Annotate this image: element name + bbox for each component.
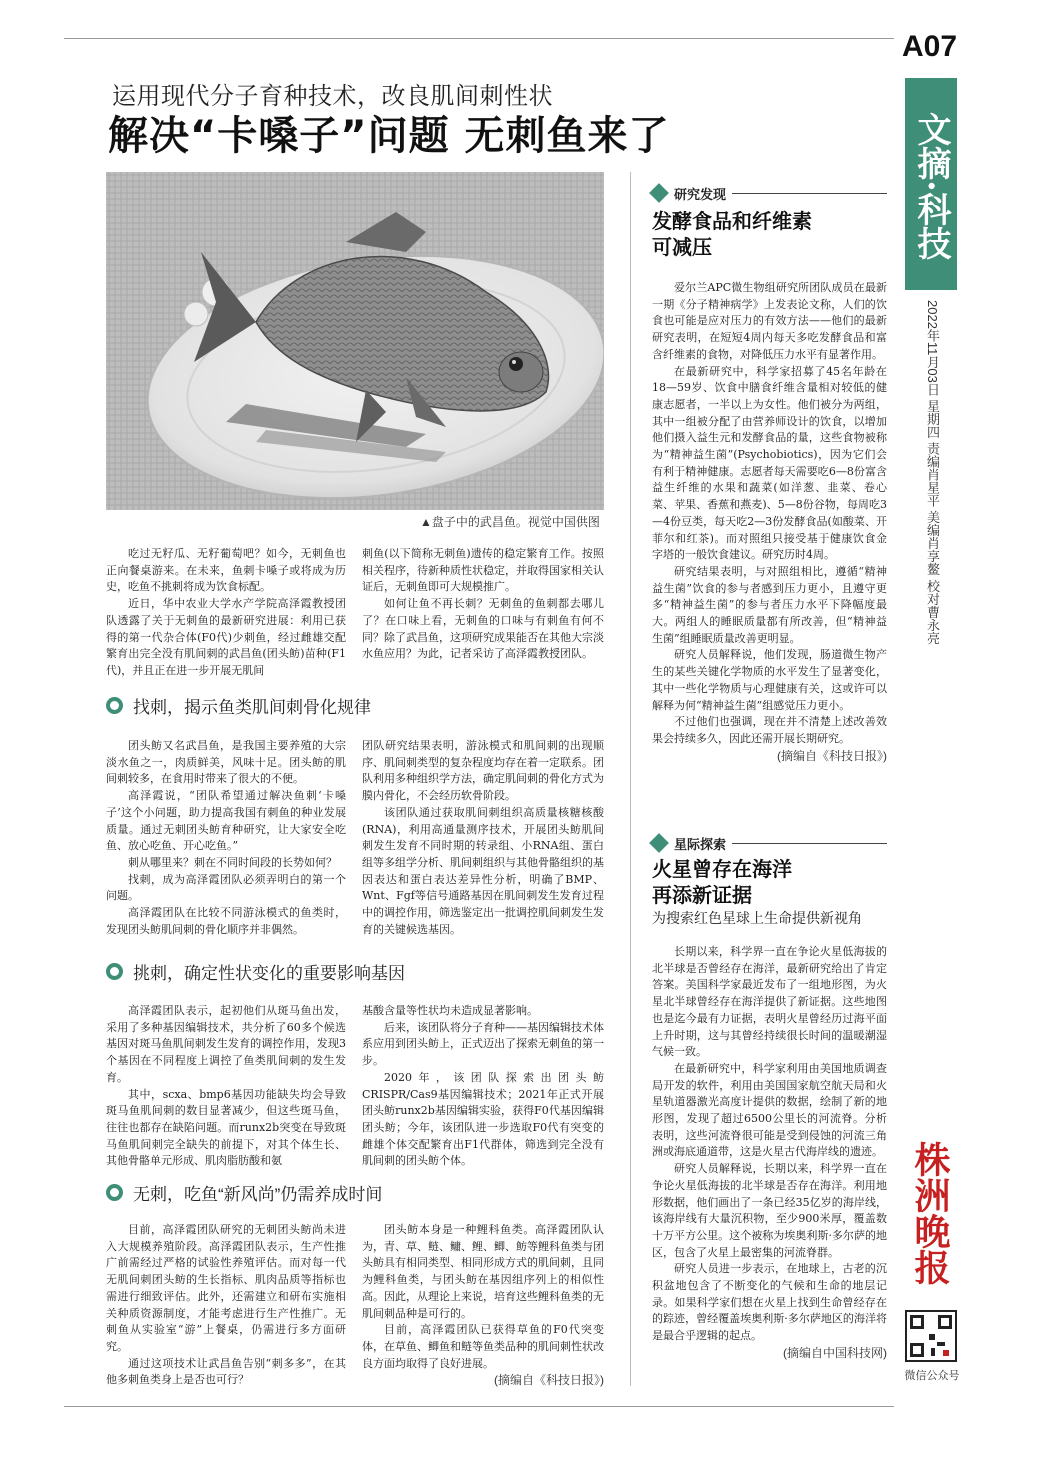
paragraph: 研究人员解释说，长期以来，科学界一直在争论火星低海拔的北半球是否存在海洋。利用地形数据，他们画出了一条已经35亿岁的海岸线，该海岸线有大量沉积物，至少900米厚，覆盖数十万平方公里。这个被称为埃奥利斯·多尔萨的地区，包含了火星上最密集的河流脊群。 [652,1162,887,1259]
article-subtitle: 为搜索红色星球上生命提供新视角 [652,910,862,926]
photo-caption: ▲盘子中的武昌鱼。视觉中国供图 [420,515,600,529]
bullet-icon [106,697,123,714]
section-tab [905,78,957,290]
paragraph: 通过这项技术让武昌鱼告别“刺多多”，在其他多刺鱼类身上是否也可行？ [106,1356,346,1387]
paragraph: 刺从哪里来？刺在不同时间段的长势如何？ [128,855,337,869]
article-title [652,856,887,908]
section1-column-right [362,738,604,938]
top-rule [64,38,894,39]
article-title [652,208,887,260]
paragraph: 刺鱼(以下简称无刺鱼)遗传的稳定繁育工作。按照相关程序，待新种质性状稳定，并取得国家相关认证后，无刺鱼即可大规模推广。 [362,547,604,594]
paragraph: 研究人员解释说，他们发现，肠道微生物产生的某些关键化学物质的水平发生了显著变化，其中一些化学物质与心理健康有关，这或许可以解释为何“精神益生菌”组感觉压力更小。 [652,648,887,712]
title-line: 可减压 [652,235,712,259]
paragraph: 该团队通过获取肌间刺组织高质量核糖核酸(RNA)，利用高通量测序技术，开展团头鲂肌间刺发生发育不同时期的转录组、小RNA组、蛋白组等多组学分析、肌间刺组织与其他骨骼组织的基因表达和蛋白表达差异性分析，明确了BMP、Wnt、Fgf等信号通路基因在肌间刺发生发育过程中的调控作用，筛选鉴定出一批调控肌间刺发生发育的关键候选基因。 [362,805,604,936]
logo-text: 株洲晚报 [909,1141,951,1285]
fish-plate-image [106,172,604,510]
section2-column-right [362,1003,604,1170]
qr-code-icon[interactable] [905,1310,957,1362]
paragraph: 团头鲂本身是一种鲤科鱼类。高泽霞团队认为，青、草、鲢、鳙、鲤、鲫、鲂等鲤科鱼类与团头鲂具有相同类型、相同形成方式的肌间刺，且同为鲤科鱼类，与团头鲂在基因组序列上的相似性高。因此，从理论上来说，培育这些鲤科鱼类的无肌间刺品种是可行的。 [362,1223,604,1320]
section-title: 找刺，揭示鱼类肌间刺骨化规律 [133,697,371,717]
story-headline: 解决“卡嗓子”问题 无刺鱼来了 [108,113,670,159]
article-tag [652,184,887,202]
paragraph: 目前，高泽霞团队已获得草鱼的F0代突变体，在草鱼、鲫鱼和鲢等鱼类品种的肌间刺性状改良方面均取得了良好进展。 [362,1323,604,1370]
paragraph: 高泽霞团队在比较不同游泳模式的鱼类时，发现团头鲂肌间刺的骨化顺序并非偶然。 [106,906,346,936]
date-line: 2022年11月03日 星期四 责编肖星平 美编肖享鳌 校对曹永亮 [925,300,940,645]
column-divider [630,172,631,1386]
paragraph: 吃过无籽瓜、无籽葡萄吧？如今，无刺鱼也正向餐桌游来。在未来，鱼刺卡嗓子或将成为历史，吃鱼不挑刺将成为饮食标配。 [106,547,346,594]
story-kicker: 运用现代分子育种技术，改良肌间刺性状 [112,83,553,110]
bottom-rule [64,1406,894,1407]
tag-label: 研究发现 [674,186,727,202]
tag-label: 星际探索 [674,836,727,852]
title-line: 再添新证据 [652,883,752,907]
section-title: 无刺，吃鱼“新风尚”仍需养成时间 [133,1184,383,1204]
source-credit: (摘编自《科技日报》) [777,748,887,763]
bullet-icon [106,963,123,980]
section2-column-left [106,1003,346,1170]
title-line: 火星曾存在海洋 [652,857,792,881]
article-tag [652,834,887,852]
paragraph: 不过他们也强调，现在并不清楚上述改善效果会持续多久，因此还需开展长期研究。 [652,715,887,745]
intro-column-left [106,546,346,680]
source-credit: (摘编自《科技日报》) [494,1373,604,1388]
paragraph: 如何让鱼不再长刺？无刺鱼的鱼刺都去哪儿了？在口味上看，无刺鱼的口味与有刺鱼有何不同？除了武昌鱼，这项研究成果能否在其他大宗淡水鱼应用？为此，记者采访了高泽霞教授团队。 [362,597,604,661]
paragraph: 2020年，该团队探索出团头鲂CRISPR/Cas9基因编辑技术；2021年正式开展团头鲂runx2b基因编辑实验，获得F0代基因编辑团头鲂；今年，该团队进一步选取F0代有突变的雌雄个体交配繁育出F1代群体，筛选到完全没有肌间刺的团头鲂个体。 [362,1070,604,1168]
paragraph: 高泽霞团队表示，起初他们从斑马鱼出发，采用了多种基因编辑技术，共分析了60多个候选基因对斑马鱼肌间刺发生发育的调控作用，发现3个基因在不同程度上调控了鱼类肌间刺的发生发育。 [106,1004,346,1084]
section-label: 文摘·科技 [911,112,951,260]
qr-label: 微信公众号 [904,1370,960,1382]
paragraph: 后来，该团队将分子育种——基因编辑技术体系应用到团头鲂上，正式迈出了探索无刺鱼的第一步。 [362,1020,604,1068]
section3-column-left [106,1222,346,1389]
paragraph: 基酸含量等性状均未造成显著影响。 [362,1004,538,1017]
paragraph: 在最新研究中，科学家利用由美国地质调查局开发的软件，利用由美国国家航空航天局和火星轨道器激光高度计提供的数据，绘制了新的地形图，发现了超过6500公里长的河流脊。分析表明，这些河流脊很可能是受到侵蚀的河流三角洲或海底通道带，这是火星古代海岸线的遗迹。 [652,1061,887,1159]
section-title: 挑刺，确定性状变化的重要影响基因 [133,963,405,983]
paragraph: 长期以来，科学界一直在争论火星低海拔的北半球是否曾经存在海洋，最新研究给出了肯定答案。美国科学家最近发布了一组地形图，为火星北半球曾经存在海洋提供了新证据。这些地图也是迄今最有力证据，表明火星曾经历过海平面上升时期，这与其曾经持续很长时间的温暖潮湿气候一致。 [652,945,887,1059]
title-line: 发酵食品和纤维素 [652,209,812,233]
paragraph: 近日，华中农业大学水产学院高泽霞教授团队透露了关于无刺鱼的最新研究进展：利用已获得的第一代杂合体(F0代)少刺鱼，经过雌雄交配繁育出完全没有肌间刺的武昌鱼(团头鲂)苗种(F1代)，并且正在进一步开展无肌间 [106,597,346,677]
paragraph: 高泽霞说，“团队希望通过解决鱼刺‘卡嗓子’这个小问题，助力提高我国有刺鱼的种业发展质量。通过无刺团头鲂育种研究，让大家安全吃鱼、放心吃鱼、开心吃鱼。” [106,789,346,853]
paragraph: 研究人员进一步表示，在地球上，古老的沉积盆地包含了不断变化的气候和生命的地层记录。如果科学家们想在火星上找到生命曾经存在的踪迹，曾经覆盖埃奥利斯·多尔萨地区的海洋将是最合乎逻辑的起点。 [652,1262,887,1343]
article-body [652,280,887,764]
paragraph: 团队研究结果表明，游泳模式和肌间刺的出现顺序、肌间刺类型的复杂程度均存在着一定联系。团队利用多种组织学方法，确定肌间刺的骨化方式为膜内骨化，不会经历软骨阶段。 [362,739,604,803]
paragraph: 其中，scxa、bmp6基因功能缺失均会导致斑马鱼肌间刺的数目显著减少，但这些斑马鱼，往往也都存在缺陷问题。而runx2b突变在导致斑马鱼肌间刺完全缺失的前提下，对其个体生长、其他骨骼单元形成、肌肉脂肪酸和氨 [106,1087,346,1168]
sidebar-article-1 [652,184,887,764]
fish-photo [106,172,604,510]
source-credit: (摘编自中国科技网) [783,1345,887,1360]
section-heading [106,694,371,716]
newspaper-logo [908,1125,952,1305]
paragraph: 找刺，成为高泽霞团队必须弄明白的第一个问题。 [106,872,346,903]
article-body [652,944,887,1362]
tag-diamond-icon [649,833,669,853]
bullet-icon [106,1184,123,1201]
section-heading [106,1181,382,1203]
paragraph: 团头鲂又名武昌鱼，是我国主要养殖的大宗淡水鱼之一，肉质鲜美，风味十足。团头鲂的肌间刺较多，在食用时带来了很大的不便。 [106,739,346,786]
page-number: A07 [902,30,958,63]
section3-column-right [362,1222,604,1389]
paragraph: 研究结果表明，与对照组相比，遵循“精神益生菌”饮食的参与者感到压力更小，且遵守更多“精神益生菌”的参与者压力水平下降幅度最大。两组人的睡眠质量都有所改善，但“精神益生菌”组睡眠质量改善更明显。 [652,564,887,645]
paragraph: 在最新研究中，科学家招募了45名年龄在18—59岁、饮食中膳食纤维含量相对较低的健康志愿者，一半以上为女性。他们被分为两组，其中一组被分配了由营养师设计的饮食，以增加他们摄入益生元和发酵食品的量，这些食物被称为“精神益生菌”(Psychobiotics)，因为它们会有利于精神健康。志愿者每天需要吃6—8份富含益生纤维的水果和蔬菜(如洋葱、韭菜、卷心菜、苹果、香蕉和燕麦)、5—8份谷物，每周吃3—4份豆类，每天吃2—3份发酵食品(如酸菜、开菲尔和红茶)。而对照组只接受基于健康饮食金字塔的一般饮食建议。研究历时4周。 [652,364,887,562]
intro-column-right [362,546,604,663]
paragraph: 目前，高泽霞团队研究的无刺团头鲂尚未进入大规模养殖阶段。高泽霞团队表示，生产性推广前需经过严格的试验性养殖评估。而对每一代无肌间刺团头鲂的生长指标、肌肉品质等指标也需进行细致评估。此外，还需建立和研布实施相关种质资源制度，才能考虑进行生产性推广。无刺鱼从实验室“游”上餐桌，仍需进行多方面研究。 [106,1223,346,1353]
tag-diamond-icon [649,183,669,203]
section-heading [106,960,405,982]
section1-column-left [106,738,346,938]
sidebar-article-2 [652,834,887,1362]
paragraph: 爱尔兰APC微生物组研究所团队成员在最新一期《分子精神病学》上发表论文称，人们的饮食也可能是应对压力的有效方法——他们的最新研究表明，在短短4周内每天多吃发酵食品和富含纤维素的食物，对降低压力水平有显著作用。 [652,281,887,361]
